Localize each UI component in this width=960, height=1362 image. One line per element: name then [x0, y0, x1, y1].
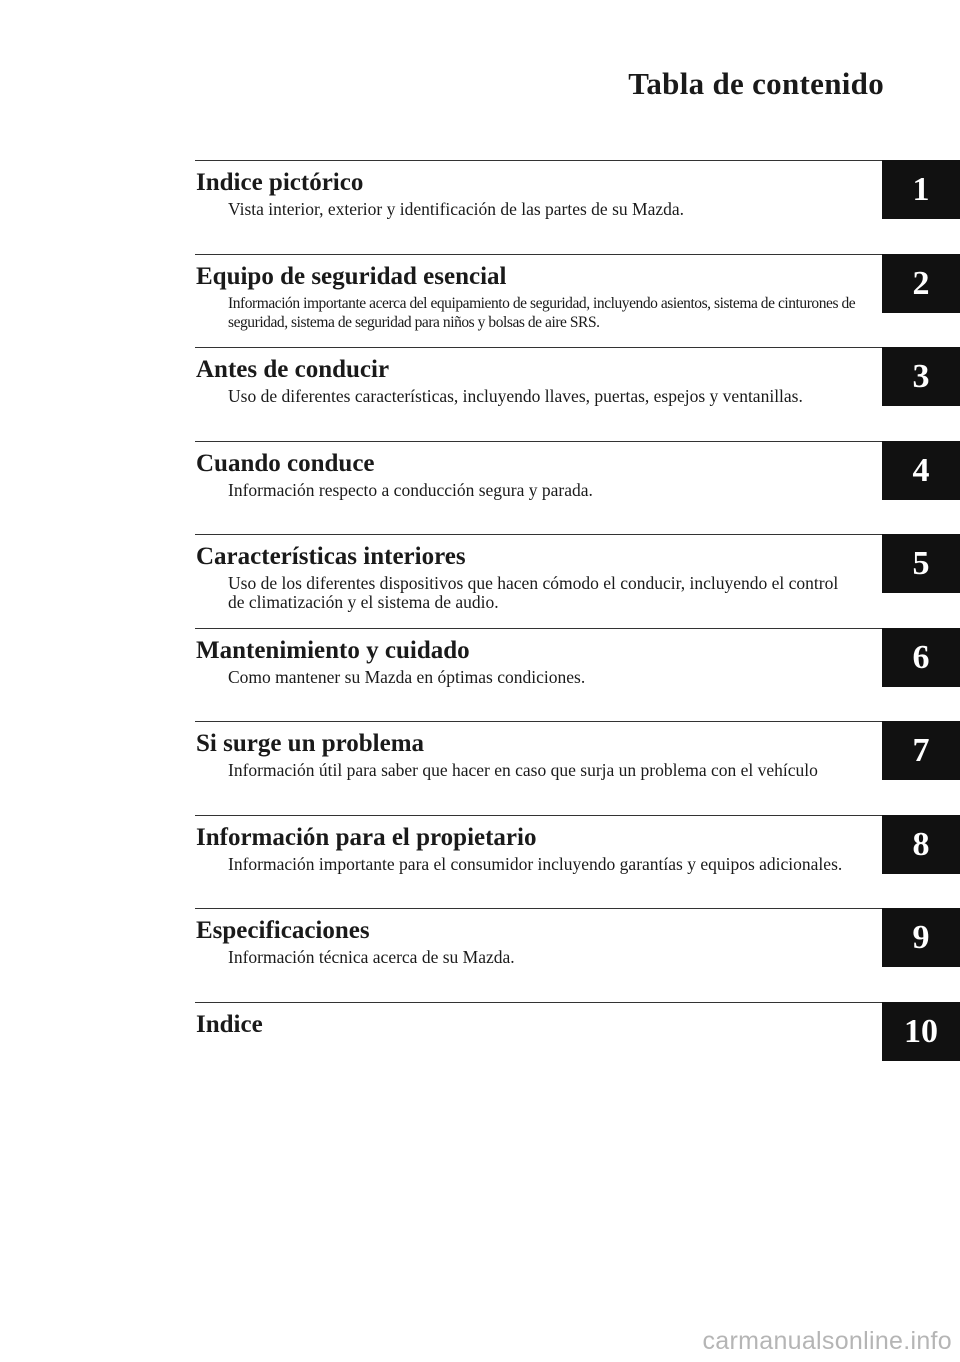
section-divider: [195, 908, 882, 909]
toc-section-si-surge-un-problema: [195, 721, 960, 814]
watermark-text: carmanualsonline.info: [702, 1327, 952, 1355]
toc-section-equipo-de-seguridad: [195, 254, 960, 347]
toc-section-cuando-conduce: [195, 441, 960, 534]
section-divider: [195, 1002, 882, 1003]
section-title-link[interactable]: Cuando conduce: [196, 450, 375, 477]
chapter-tab-2[interactable]: 2: [882, 254, 960, 313]
section-title-link[interactable]: Si surge un problema: [196, 730, 425, 757]
toc-section-antes-de-conducir: [195, 347, 960, 440]
section-title-link[interactable]: Especificaciones: [196, 917, 370, 944]
section-title-link[interactable]: Indice pictórico: [196, 169, 364, 196]
section-title-link[interactable]: Características interiores: [196, 543, 466, 570]
chapter-tab-3[interactable]: 3: [882, 347, 960, 406]
section-divider: [195, 347, 882, 348]
page-title: Tabla de contenido: [628, 66, 884, 101]
chapter-tab-9[interactable]: 9: [882, 908, 960, 967]
section-description: Información importante acerca del equipamiento de seguridad, incluyendo asientos, sistema de cinturones de seguridad, sistema de seguridad para niños y bolsas de aire SRS.: [228, 295, 856, 331]
section-description: Información útil para saber que hacer en caso que surja un problema con el vehículo: [228, 760, 818, 780]
chapter-tab-5[interactable]: 5: [882, 534, 960, 593]
toc-section-indice-pictorico: [195, 160, 960, 253]
section-description: Vista interior, exterior y identificación de las partes de su Mazda.: [228, 199, 684, 219]
section-title-link[interactable]: Información para el propietario: [196, 824, 537, 851]
section-title-link[interactable]: Equipo de seguridad esencial: [196, 263, 507, 290]
chapter-tab-4[interactable]: 4: [882, 441, 960, 500]
section-divider: [195, 815, 882, 816]
section-divider: [195, 721, 882, 722]
chapter-tab-10[interactable]: 10: [882, 1002, 960, 1061]
section-divider: [195, 160, 882, 161]
section-title-link[interactable]: Mantenimiento y cuidado: [196, 637, 470, 664]
toc-section-indice: [195, 1002, 960, 1095]
section-divider: [195, 534, 882, 535]
section-description: Como mantener su Mazda en óptimas condiciones.: [228, 667, 586, 687]
chapter-tab-6[interactable]: 6: [882, 628, 960, 687]
section-description: Uso de diferentes características, incluyendo llaves, puertas, espejos y ventanillas.: [228, 386, 803, 406]
toc-section-especificaciones: [195, 908, 960, 1001]
section-description: Información respecto a conducción segura y parada.: [228, 480, 593, 500]
toc-section-caracteristicas-interiores: [195, 534, 960, 627]
section-divider: [195, 628, 882, 629]
section-description: Información técnica acerca de su Mazda.: [228, 947, 515, 967]
section-divider: [195, 254, 882, 255]
section-divider: [195, 441, 882, 442]
toc-section-informacion-para-el-propietario: [195, 815, 960, 908]
section-description: Información importante para el consumidor incluyendo garantías y equipos adicionales.: [228, 854, 843, 874]
section-description: Uso de los diferentes dispositivos que hacen cómodo el conducir, incluyendo el control de climatización y el sistema de audio.: [228, 573, 839, 612]
chapter-tab-8[interactable]: 8: [882, 815, 960, 874]
toc-section-mantenimiento-y-cuidado: [195, 628, 960, 721]
section-title-link[interactable]: Indice: [196, 1011, 263, 1038]
section-title-link[interactable]: Antes de conducir: [196, 356, 390, 383]
chapter-tab-7[interactable]: 7: [882, 721, 960, 780]
chapter-tab-1[interactable]: 1: [882, 160, 960, 219]
